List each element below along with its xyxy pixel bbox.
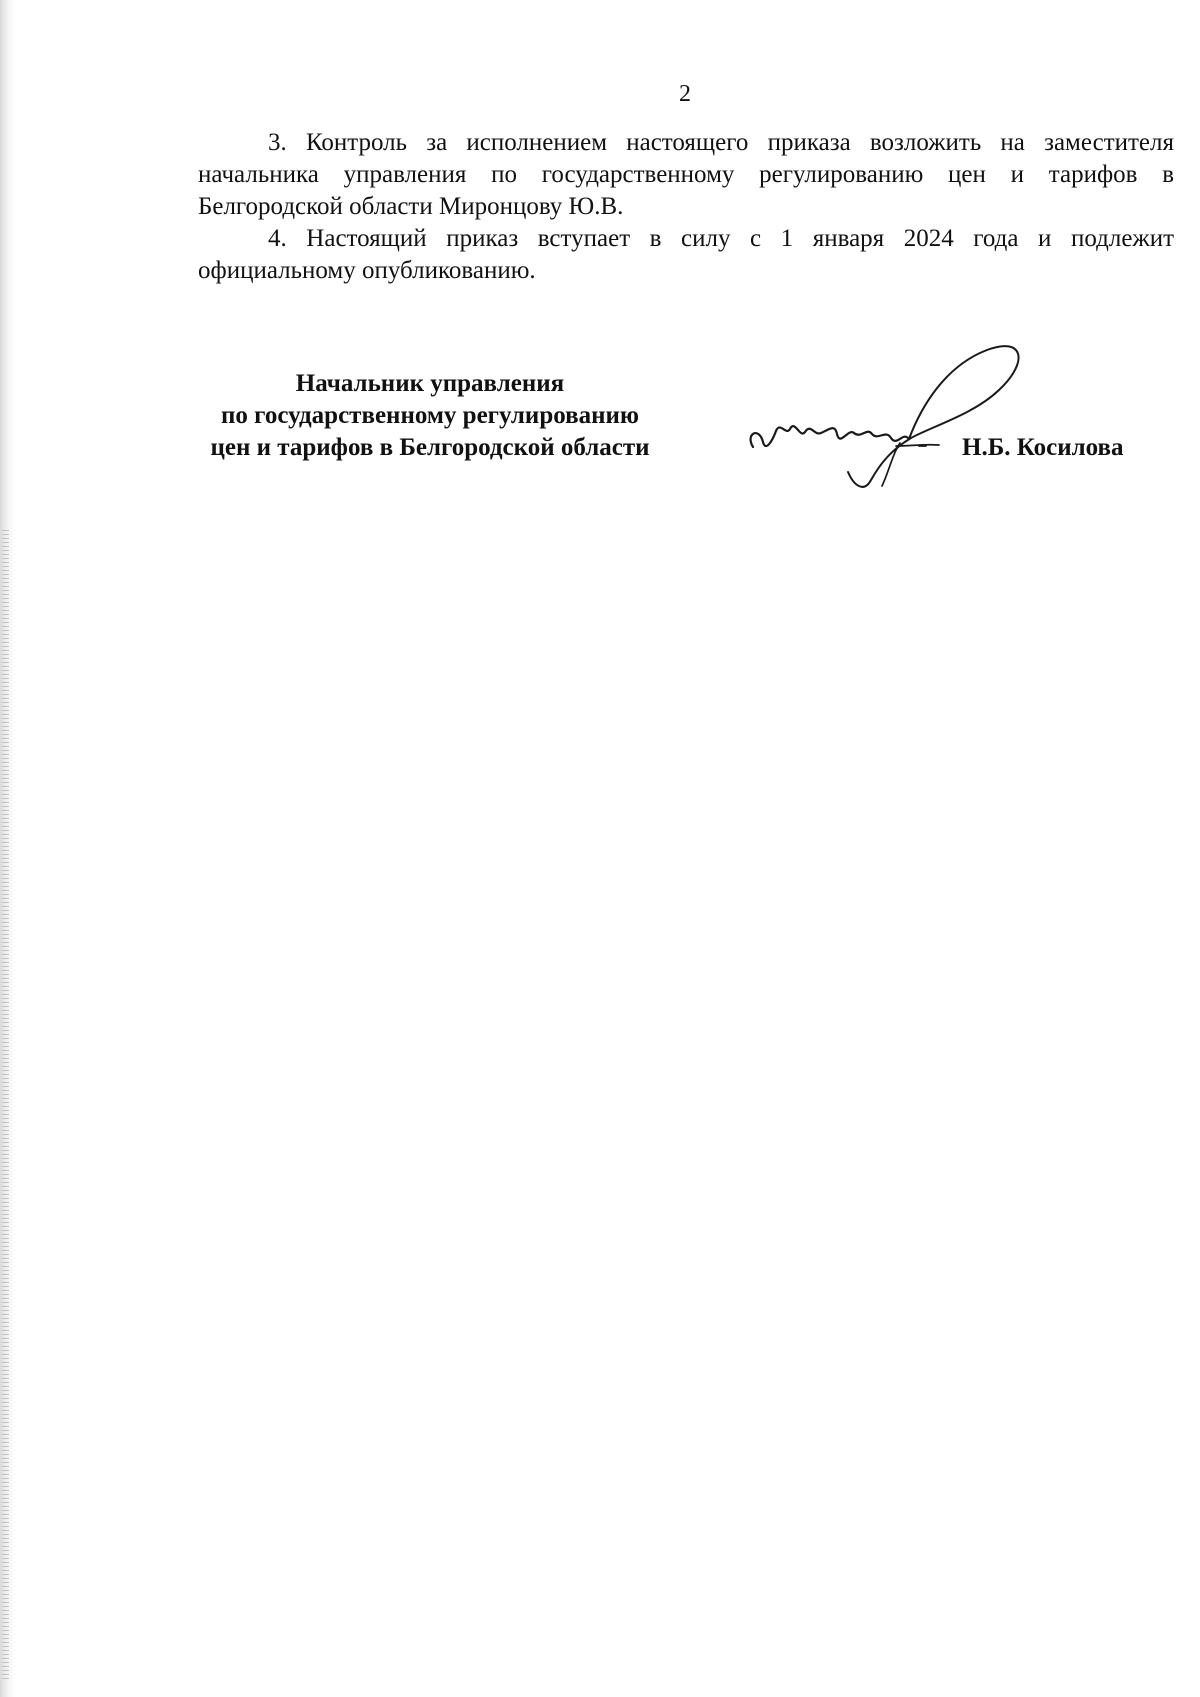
signatory-position-line-2: по государственному регулированию (220, 402, 640, 429)
paragraph-control: 3. Контроль за исполнением настоящего приказа возложить на заместителя начальника управления по государственному регулированию цен и тарифов в Белгородской области Миронцову Ю.В. (198, 129, 1174, 220)
document-body (198, 127, 1174, 287)
signatory-position (180, 368, 680, 464)
signer-name: Н.Б. Косилова (962, 434, 1124, 461)
page-number: 2 (679, 81, 691, 107)
handwritten-signature-image (745, 335, 1045, 500)
signatory-position-line-1: Начальник управления (295, 370, 565, 397)
paragraph-effective-date: 4. Настоящий приказ вступает в силу с 1 января 2024 года и подлежит официальному опубликованию. (198, 225, 1174, 284)
scanner-edge-artifact (0, 0, 16, 1697)
signatory-position-line-3: цен и тарифов в Белгородской области (210, 434, 650, 461)
